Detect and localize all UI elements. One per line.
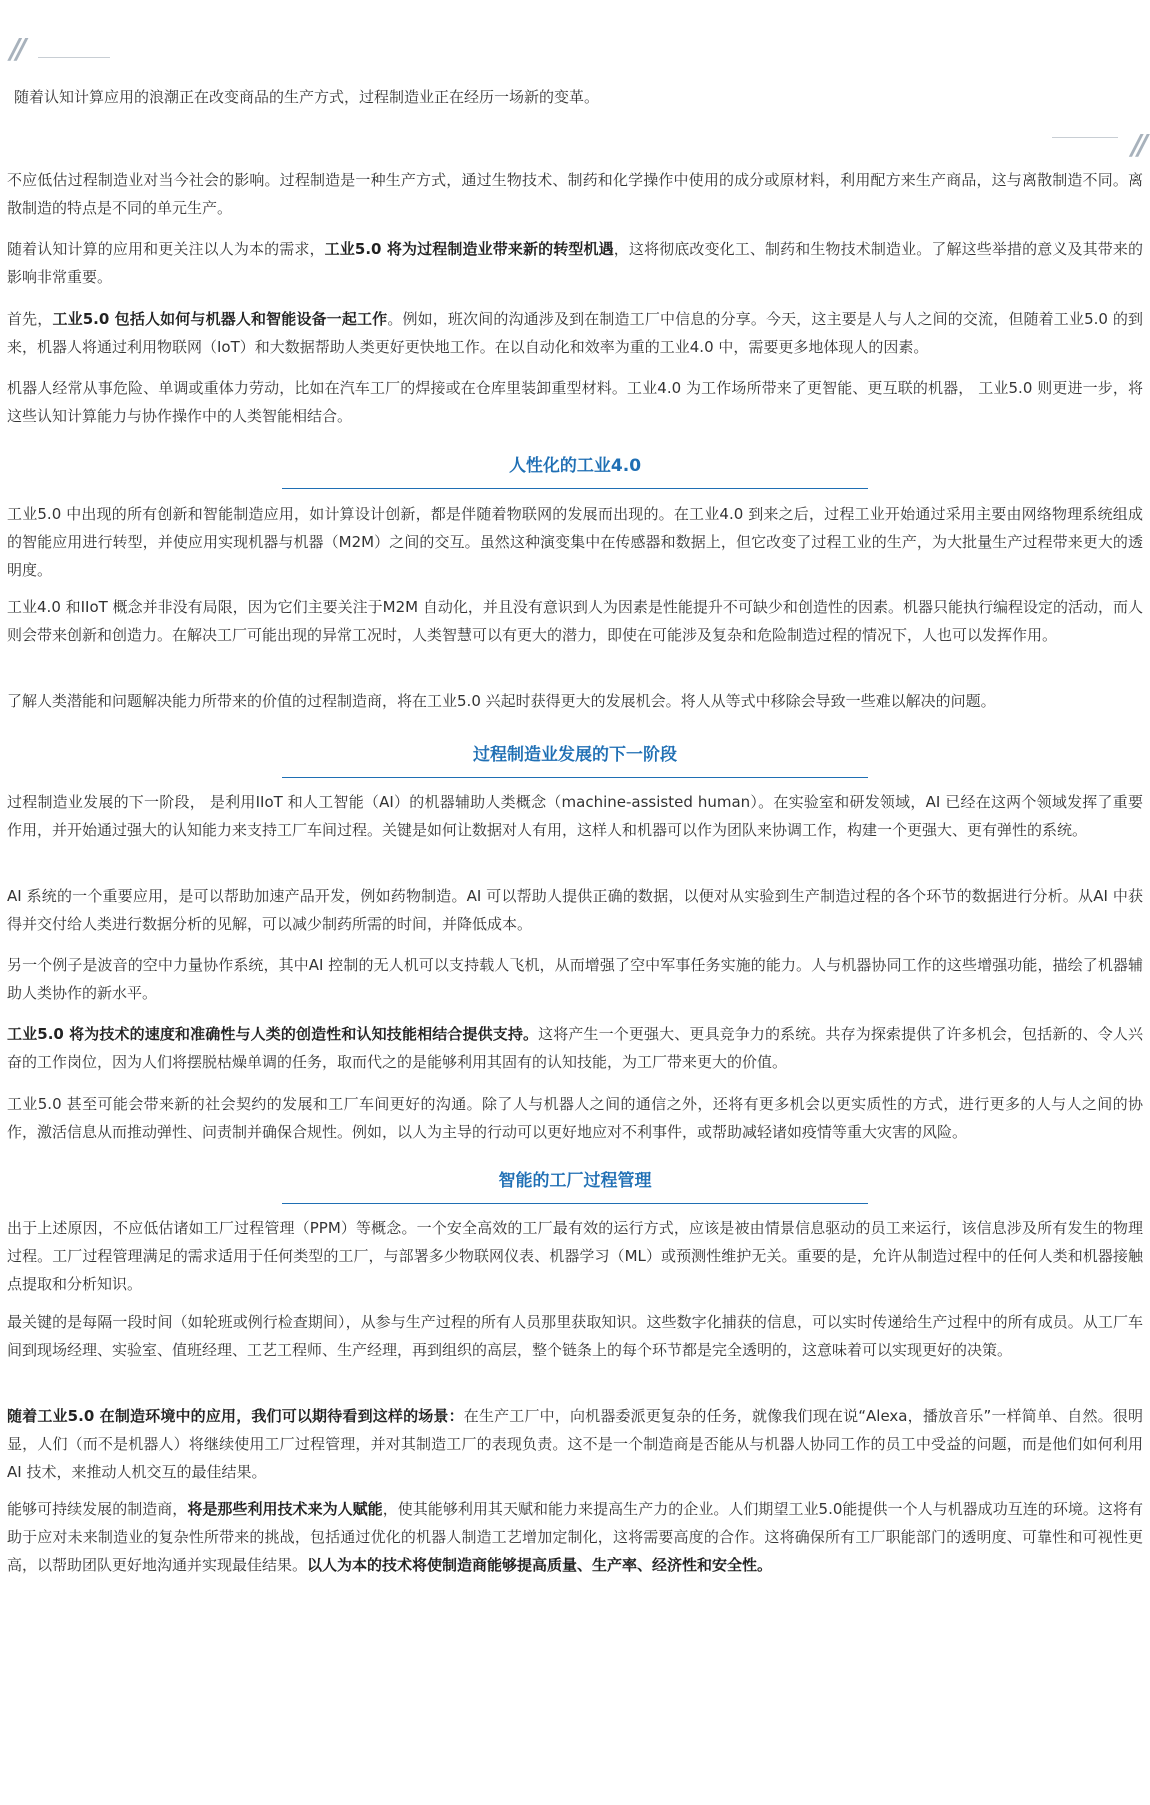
paragraph-3-text-a: 首先， [7, 310, 53, 328]
paragraph-9: AI 系统的一个重要应用，是可以帮助加速产品开发，例如药物制造。AI 可以帮助人提供正确的数据，以便对从实验到生产制造过程的各个环节的数据进行分析。从AI 中获得并交付给人类进行数据分析的见解，可以减少制药所需的时间，并降低成本。 [7, 887, 1143, 933]
section-heading-1-text: 人性化的工业4.0 [508, 456, 642, 476]
paragraph-16-bold-end: 以人为本的技术将使制造商能够提高质量、生产率、经济性和安全性。 [307, 1556, 773, 1574]
paragraph-16-text-a: 能够可持续发展的制造商， [7, 1500, 188, 1518]
paragraph-13: 出于上述原因，不应低估诸如工厂过程管理（PPM）等概念。一个安全高效的工厂最有效的运行方式，应该是被由情景信息驱动的员工来运行，该信息涉及所有发生的物理过程。工厂过程管理满足的需求适用于任何类型的工厂，与部署多少物联网仪表、机器学习（ML）或预测性维护无关。重要的是，允许从制造过程中的任何人类和机器接触点提取和分析知识。 [7, 1219, 1143, 1293]
paragraph-15-bold: 随着工业5.0 在制造环境中的应用，我们可以期待看到这样的场景： [7, 1407, 464, 1425]
section-heading-2-rule [282, 777, 868, 778]
paragraph-2-bold: 工业5.0 将为过程制造业带来新的转型机遇 [324, 240, 614, 258]
paragraph-10: 另一个例子是波音的空中力量协作系统，其中AI 控制的无人机可以支持载人飞机，从而增强了空中军事任务实施的能力。人与机器协同工作的这些增强功能，描绘了机器辅助人类协作的新水平。 [7, 956, 1143, 1002]
section-heading-1-rule [282, 488, 868, 489]
paragraph-15-text-c: 在生产工厂中，向机器委派更复杂的任务，就像我们现在说“Alexa，播放音乐”一样简单、自然。很明显，人们（而不是机器人）将继续使用工厂过程管理，并对其制造工厂的表现负责。这不是一个制造商是否能从与机器人协同工作的员工中受益的问题，而是他们如何利用AI 技术，来推动人机交互的最佳结果。 [7, 1407, 1143, 1481]
paragraph-11-bold: 工业5.0 将为技术的速度和准确性与人类的创造性和认知技能相结合提供支持。 [7, 1025, 539, 1043]
paragraph-8: 过程制造业发展的下一阶段， 是利用IIoT 和人工智能（AI）的机器辅助人类概念（machine-assisted human）。在实验室和研发领域，AI 已经在这两个领域发挥了重要作用，并开始通过强大的认知能力来支持工厂车间过程。关键是如何让数据对人有用，这样人和机器可以作为团队来协调工作，构建一个更强大、更有弹性的系统。 [7, 793, 1143, 839]
open-quote-icon: // [10, 38, 100, 60]
paragraph-2-text-c: ，这将彻底改变化工、制药和生物技术制造业。了解这些举措的意义及其带来的影响非常重要。 [7, 240, 1143, 286]
paragraph-6: 工业4.0 和IIoT 概念并非没有局限，因为它们主要关注于M2M 自动化，并且没有意识到人为因素是性能提升不可缺少和创造性的因素。机器只能执行编程设定的活动，而人则会带来创新和创造力。在解决工厂可能出现的异常工况时，人类智慧可以有更大的潜力，即使在可能涉及复杂和危险制造过程的情况下，人也可以发挥作用。 [7, 598, 1143, 644]
paragraph-7: 了解人类潜能和问题解决能力所带来的价值的过程制造商，将在工业5.0 兴起时获得更大的发展机会。将人从等式中移除会导致一些难以解决的问题。 [7, 692, 996, 710]
paragraph-16-text-c: ，使其能够利用其天赋和能力来提高生产力的企业。人们期望工业5.0能提供一个人与机器成功互连的环境。这将有助于应对未来制造业的复杂性所带来的挑战，包括通过优化的机器人制造工艺增加定制化，这将需要高度的合作。这将确保所有工厂职能部门的透明度、可靠性和可视性更高，以帮助团队更好地沟通并实现最佳结果。 [7, 1500, 1143, 1574]
section-heading-2 [282, 740, 868, 780]
section-heading-2-text: 过程制造业发展的下一阶段 [473, 745, 677, 765]
section-heading-3-rule [282, 1203, 868, 1204]
paragraph-3-bold: 工业5.0 包括人如何与机器人和智能设备一起工作 [52, 310, 388, 328]
paragraph-4: 机器人经常从事危险、单调或重体力劳动，比如在汽车工厂的焊接或在仓库里装卸重型材料。工业4.0 为工作场所带来了更智能、更互联的机器， 工业5.0 则更进一步，将这些认知计算能力与协作操作中的人类智能相结合。 [7, 379, 1143, 425]
lead-quote: 随着认知计算应用的浪潮正在改变商品的生产方式，过程制造业正在经历一场新的变革。 [14, 88, 600, 106]
paragraph-16 [7, 1495, 1143, 1579]
paragraph-2-text-a: 随着认知计算的应用和更关注以人为本的需求， [7, 240, 325, 258]
paragraph-14: 最关键的是每隔一段时间（如轮班或例行检查期间），从参与生产过程的所有人员那里获取知识。这些数字化捕获的信息，可以实时传递给生产过程中的所有成员。从工厂车间到现场经理、实验室、值班经理、工艺工程师、生产经理，再到组织的高层，整个链条上的每个环节都是完全透明的，这意味着可以实现更好的决策。 [7, 1313, 1143, 1359]
paragraph-16-bold: 将是那些利用技术来为人赋能 [187, 1500, 383, 1518]
close-quote-icon: // [1052, 134, 1144, 156]
paragraph-2 [7, 235, 1143, 291]
section-heading-1 [282, 451, 868, 491]
paragraph-5: 工业5.0 中出现的所有创新和智能制造应用，如计算设计创新，都是伴随着物联网的发展而出现的。在工业4.0 到来之后，过程工业开始通过采用主要由网络物理系统组成的智能应用进行转型，并使应用实现机器与机器（M2M）之间的交互。虽然这种演变集中在传感器和数据上，但它改变了过程工业的生产，为大批量生产过程带来更大的透明度。 [7, 505, 1143, 579]
section-heading-3 [282, 1166, 868, 1206]
section-heading-3-text: 智能的工厂过程管理 [498, 1171, 652, 1191]
paragraph-15 [7, 1402, 1143, 1486]
paragraph-12: 工业5.0 甚至可能会带来新的社会契约的发展和工厂车间更好的沟通。除了人与机器人之间的通信之外，还将有更多机会以更实质性的方式，进行更多的人与人之间的协作，激活信息从而推动弹性、问责制并确保合规性。例如，以人为主导的行动可以更好地应对不利事件，或帮助减轻诸如疫情等重大灾害的风险。 [7, 1095, 1143, 1141]
paragraph-1: 不应低估过程制造业对当今社会的影响。过程制造是一种生产方式，通过生物技术、制药和化学操作中使用的成分或原材料，利用配方来生产商品，这与离散制造不同。离散制造的特点是不同的单元生产。 [7, 171, 1143, 217]
paragraph-11-text-c: 这将产生一个更强大、更具竞争力的系统。共存为探索提供了许多机会，包括新的、令人兴奋的工作岗位，因为人们将摆脱枯燥单调的任务，取而代之的是能够利用其固有的认知技能，为工厂带来更大的价值。 [7, 1025, 1143, 1071]
paragraph-11 [7, 1020, 1143, 1076]
paragraph-3 [7, 305, 1143, 361]
paragraph-3-text-c: 。例如，班次间的沟通涉及到在制造工厂中信息的分享。今天，这主要是人与人之间的交流，但随着工业5.0 的到来，机器人将通过利用物联网（IoT）和大数据帮助人类更好更快地工作。在以自动化和效率为重的工业4.0 中，需要更多地体现人的因素。 [7, 310, 1143, 356]
